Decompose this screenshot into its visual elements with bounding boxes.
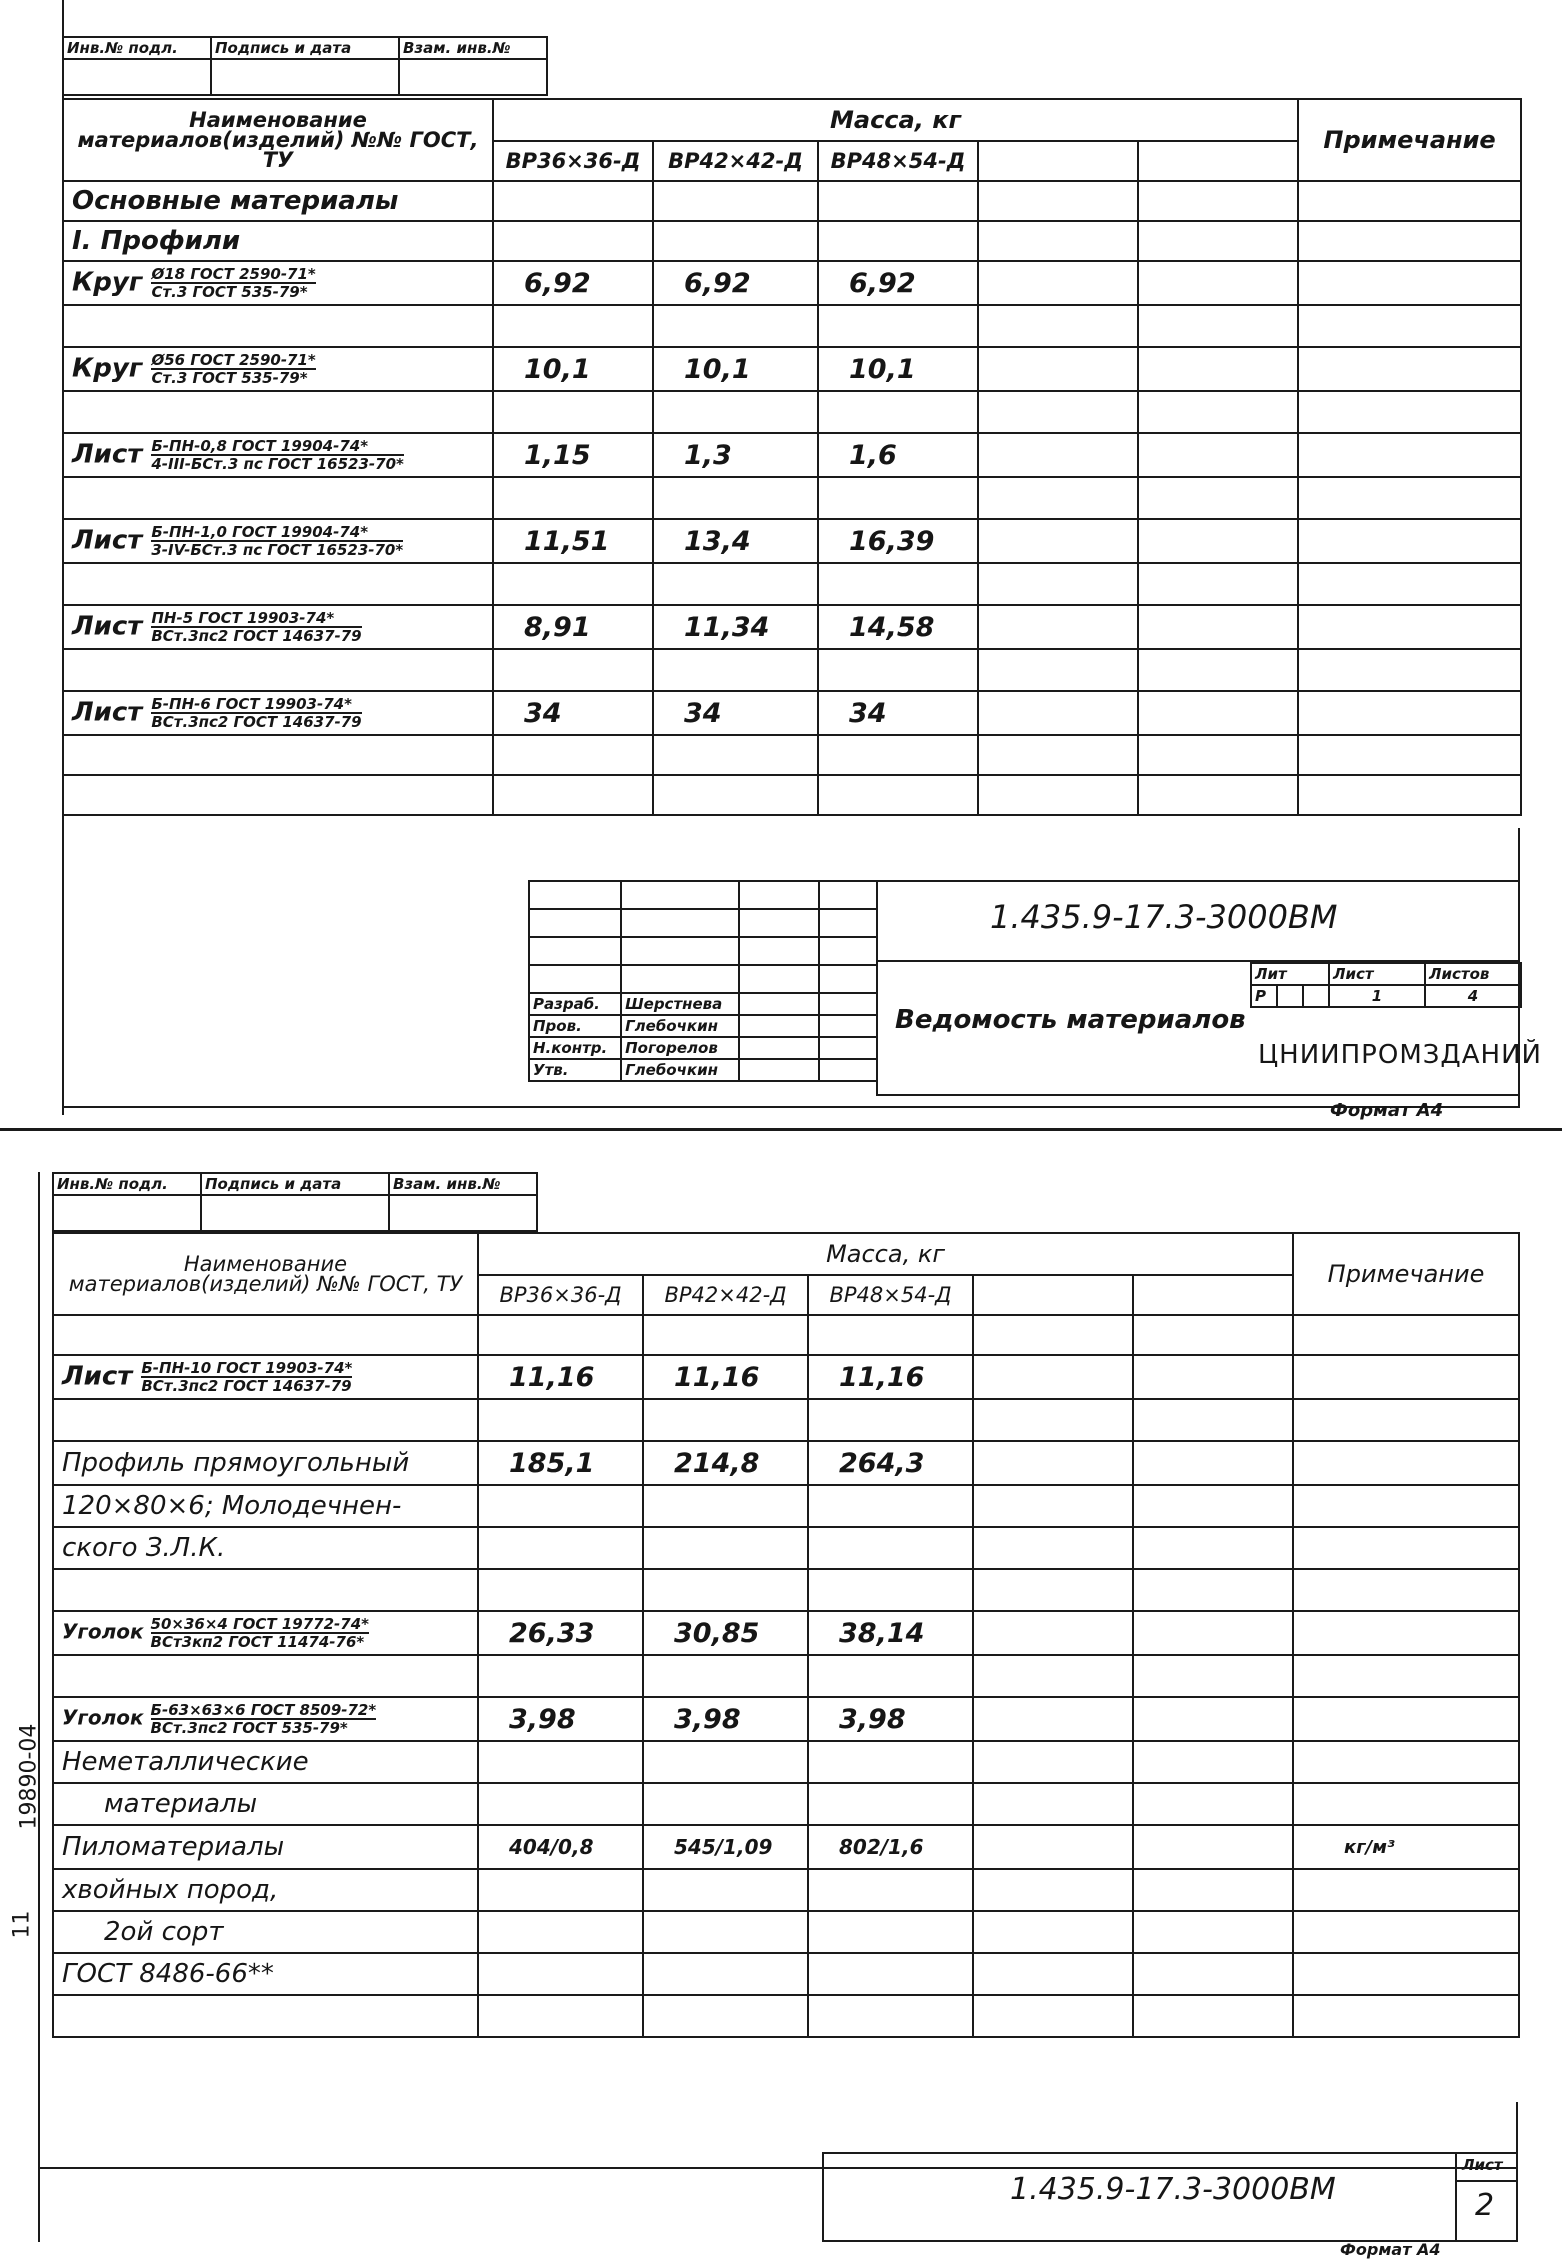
sheet-label: Лист: [1329, 963, 1425, 985]
row-gost-bottom: ВСт3кп2 ГОСТ 11474-76*: [150, 1633, 365, 1651]
row-label: Уголок: [62, 1619, 144, 1644]
inv-header-strip: [52, 1172, 538, 1232]
sheet-separator: [0, 1128, 1562, 1131]
row-gost-bottom: ВСт.3пс2 ГОСТ 14637-79: [151, 627, 362, 645]
value-cell: 3,98: [808, 1697, 973, 1741]
col-header-2: ВР42×42-Д: [643, 1275, 808, 1315]
signer-name: Шерстнева: [621, 993, 739, 1015]
value-cell: 10,1: [493, 347, 653, 391]
replace-inv-label: Взам. инв.№: [399, 37, 547, 59]
value-cell: 404/0,8: [478, 1825, 643, 1869]
value-cell: 30,85: [643, 1611, 808, 1655]
value-cell: 545/1,09: [643, 1825, 808, 1869]
row-label: Профиль прямоугольный: [53, 1441, 478, 1485]
row-gost-bottom: Ст.3 ГОСТ 535-79*: [151, 283, 308, 301]
sheet-left-border: [38, 1172, 40, 2242]
sign-date-label: Подпись и дата: [211, 37, 399, 59]
materials-table-2: [52, 1232, 1520, 2038]
row-gost-top: 50×36×4 ГОСТ 19772-74*: [150, 1615, 369, 1633]
value-cell: 11,16: [643, 1355, 808, 1399]
value-cell: 214,8: [643, 1441, 808, 1485]
value-cell: 1,3: [653, 433, 818, 477]
row-label: Лист: [72, 525, 143, 556]
signer-name: Погорелов: [621, 1037, 739, 1059]
signer-role: Разраб.: [529, 993, 621, 1015]
row-label: Неметаллические: [53, 1741, 478, 1783]
value-cell: 3,98: [643, 1697, 808, 1741]
value-cell: 185,1: [478, 1441, 643, 1485]
row-label: Лист: [72, 439, 143, 470]
table-row: [53, 1611, 1519, 1655]
col-header-3: ВР48×54-Д: [808, 1275, 973, 1315]
materials-table-1: [62, 98, 1522, 816]
inv-no-label: Инв.№ подл.: [53, 1173, 201, 1195]
inv-no-label: Инв.№ подл.: [63, 37, 211, 59]
value-cell: 6,92: [653, 261, 818, 305]
value-cell: 16,39: [818, 519, 978, 563]
document-code: 1.435.9-17.3-3000ВМ: [1010, 2172, 1336, 2207]
row-label: 120×80×6; Молодечнен-: [53, 1485, 478, 1527]
side-stamp: 19890-04: [16, 1723, 42, 1830]
table-row: [63, 433, 1521, 477]
row-label: Лист: [62, 1361, 133, 1392]
value-cell: 264,3: [808, 1441, 973, 1485]
table-row: [63, 605, 1521, 649]
sheet-number: 2: [1475, 2188, 1495, 2223]
document-title: Ведомость материалов: [895, 1005, 1246, 1035]
value-cell: 11,51: [493, 519, 653, 563]
table-row: [63, 347, 1521, 391]
value-cell: 1,6: [818, 433, 978, 477]
row-gost-top: Ø56 ГОСТ 2590-71*: [151, 351, 316, 369]
table-row: [63, 261, 1521, 305]
row-gost-bottom: 4-III-БСт.3 пс ГОСТ 16523-70*: [151, 455, 404, 473]
mass-header: Масса, кг: [493, 99, 1298, 141]
signer-name: Глебочкин: [621, 1015, 739, 1037]
row-label: 2ой сорт: [53, 1911, 478, 1953]
format-label: Формат А4: [1330, 1100, 1444, 1121]
sheet-info-grid: [1250, 962, 1522, 1008]
signer-role: Н.контр.: [529, 1037, 621, 1059]
signer-role: Пров.: [529, 1015, 621, 1037]
row-gost-bottom: ВСт.3пс2 ГОСТ 535-79*: [150, 1719, 348, 1737]
col-name-header: Наименование материалов(изделий) №№ ГОСТ, ТУ: [53, 1233, 478, 1315]
table-row: [53, 1355, 1519, 1399]
row-label: Лист: [72, 611, 143, 642]
row-gost-bottom: ВСт.3пс2 ГОСТ 14637-79: [151, 713, 362, 731]
signature-grid: [528, 880, 878, 1082]
value-cell: 38,14: [808, 1611, 973, 1655]
row-gost-top: Б-63×63×6 ГОСТ 8509-72*: [150, 1701, 377, 1719]
col-header-1: ВР36×36-Д: [478, 1275, 643, 1315]
mass-header: Масса, кг: [478, 1233, 1293, 1275]
row-gost-bottom: Ст.3 ГОСТ 535-79*: [151, 369, 308, 387]
value-cell: 802/1,6: [808, 1825, 973, 1869]
row-gost-bottom: ВСт.3пс2 ГОСТ 14637-79: [141, 1377, 352, 1395]
row-label: Круг: [72, 267, 143, 298]
inv-header-strip: [62, 36, 548, 96]
note-header: Примечание: [1298, 99, 1521, 181]
row-gost-top: Б-ПН-10 ГОСТ 19903-74*: [141, 1359, 353, 1377]
row-label: ГОСТ 8486-66**: [53, 1953, 478, 1995]
signer-role: Утв.: [529, 1059, 621, 1081]
sheets-label: Листов: [1425, 963, 1521, 985]
row-gost-bottom: 3-IV-БСт.3 пс ГОСТ 16523-70*: [151, 541, 404, 559]
col-name-header: Наименование материалов(изделий) №№ ГОСТ, ТУ: [63, 99, 493, 181]
table-row: [53, 1441, 1519, 1485]
sheet-2: [0, 1132, 1562, 2259]
table-row: [53, 1697, 1519, 1741]
row-gost-top: ПН-5 ГОСТ 19903-74*: [151, 610, 361, 628]
value-cell: 11,34: [653, 605, 818, 649]
row-label: Круг: [72, 353, 143, 384]
organization-name: ЦНИИПРОМЗДАНИЙ: [1258, 1040, 1542, 1070]
value-cell: 34: [653, 691, 818, 735]
replace-inv-label: Взам. инв.№: [389, 1173, 537, 1195]
row-label: Лист: [72, 697, 143, 728]
row-label: хвойных пород,: [53, 1869, 478, 1911]
value-cell: 10,1: [818, 347, 978, 391]
value-cell: 26,33: [478, 1611, 643, 1655]
col-header-1: ВР36×36-Д: [493, 141, 653, 181]
col-header-3: ВР48×54-Д: [818, 141, 978, 181]
note-unit: кг/м³: [1293, 1825, 1519, 1869]
lit-label: Лит: [1251, 963, 1329, 985]
table-row: [63, 691, 1521, 735]
value-cell: 11,16: [478, 1355, 643, 1399]
value-cell: 1,15: [493, 433, 653, 477]
value-cell: 6,92: [818, 261, 978, 305]
sign-date-label: Подпись и дата: [201, 1173, 389, 1195]
sheet-number: 1: [1329, 985, 1425, 1007]
format-label: Формат А4: [1340, 2240, 1441, 2259]
value-cell: 3,98: [478, 1697, 643, 1741]
side-number: 11: [9, 1910, 35, 1939]
row-gost-top: Ø18 ГОСТ 2590-71*: [151, 265, 316, 283]
note-header: Примечание: [1293, 1233, 1519, 1315]
row-gost-top: Б-ПН-1,0 ГОСТ 19904-74*: [151, 524, 403, 542]
value-cell: 6,92: [493, 261, 653, 305]
row-label: Пиломатериалы: [53, 1825, 478, 1869]
table-row: [53, 1825, 1519, 1869]
row-label: I. Профили: [63, 221, 493, 261]
value-cell: 10,1: [653, 347, 818, 391]
sheets-count: 4: [1425, 985, 1521, 1007]
signer-name: Глебочкин: [621, 1059, 739, 1081]
value-cell: 34: [493, 691, 653, 735]
stage-value: Р: [1251, 985, 1277, 1007]
row-label: Уголок: [62, 1705, 144, 1730]
col-header-2: ВР42×42-Д: [653, 141, 818, 181]
row-gost-top: Б-ПН-0,8 ГОСТ 19904-74*: [151, 438, 404, 456]
sheet-label: Лист: [1462, 2156, 1503, 2174]
document-code: 1.435.9-17.3-3000ВМ: [990, 898, 1338, 936]
row-label: материалы: [53, 1783, 478, 1825]
value-cell: 8,91: [493, 605, 653, 649]
value-cell: 13,4: [653, 519, 818, 563]
row-label: ского З.Л.К.: [53, 1527, 478, 1569]
row-label: Основные материалы: [63, 181, 493, 221]
table-row: [63, 519, 1521, 563]
row-gost-top: Б-ПН-6 ГОСТ 19903-74*: [151, 696, 361, 714]
value-cell: 14,58: [818, 605, 978, 649]
value-cell: 11,16: [808, 1355, 973, 1399]
value-cell: 34: [818, 691, 978, 735]
